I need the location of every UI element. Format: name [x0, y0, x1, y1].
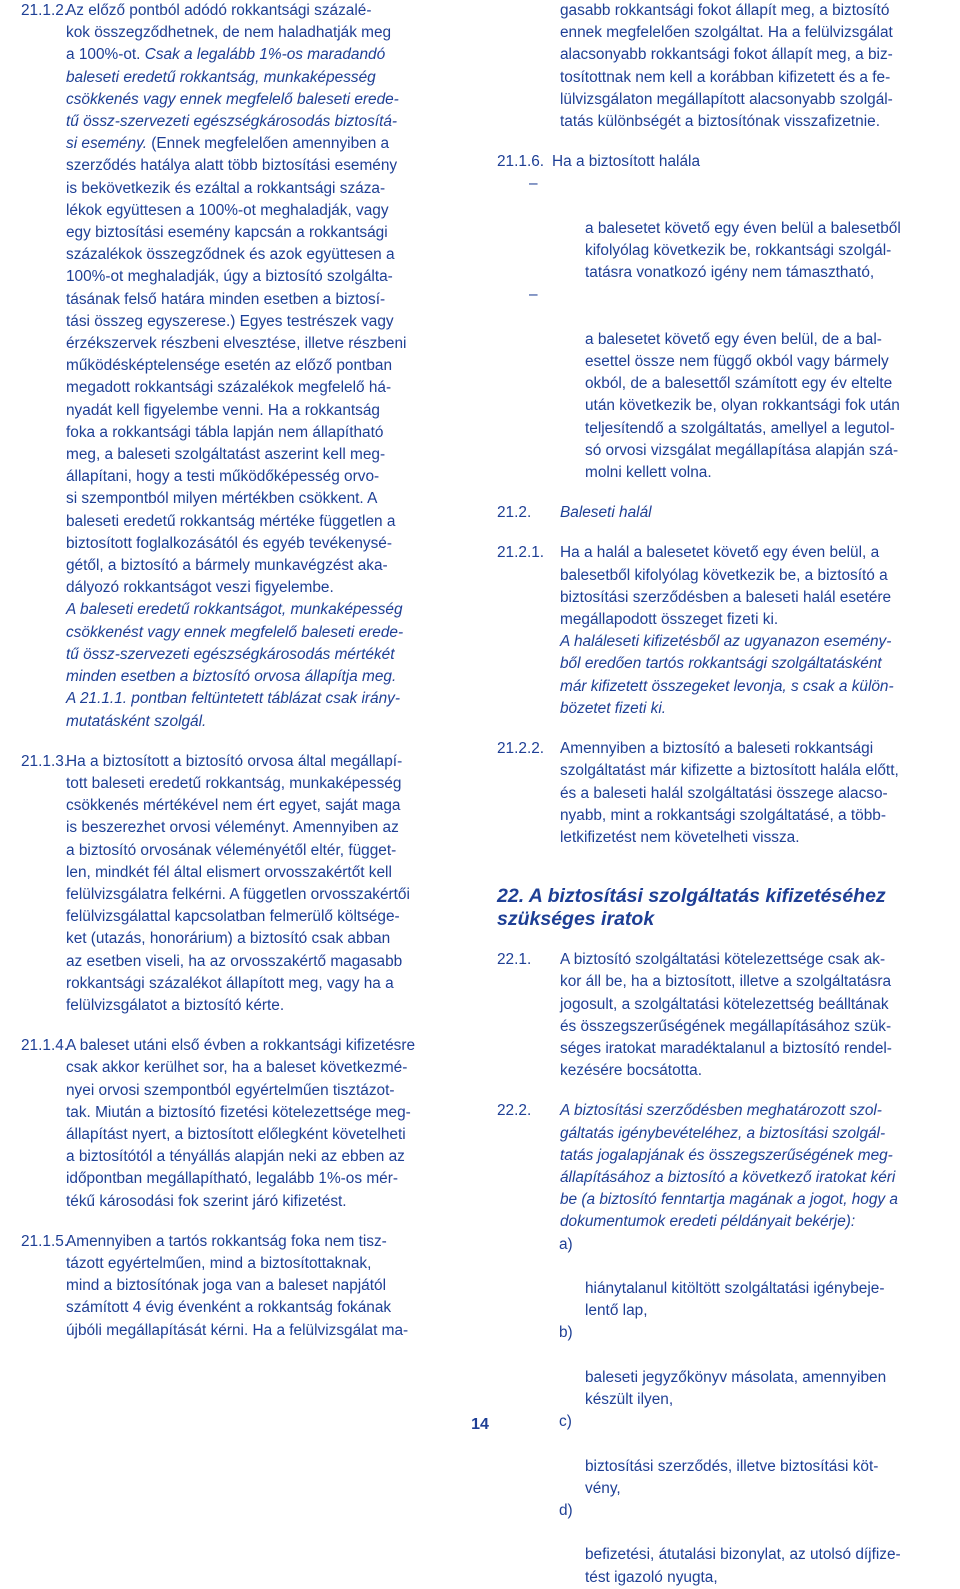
section-22-2	[497, 1100, 955, 1588]
page-number: 14	[471, 1416, 489, 1433]
paragraph-text: A baleset utáni első évben a rokkantsági kifizetésre csak akkor kerülhet sor, ha a baleset következmé- nyei orvosi szempontból egyértelműen tisztázot- tak. Miután a biztosító fizetési kötelezettsége meg- állapítást nyert, a biztosított előlegként követelheti a biztosítótól a tényállás alapján neki az ebben az időpontban megállapítható, legalább 1%-os mér- tékű károsodási fok szerint járó kifizetést.	[66, 1037, 416, 1210]
section-21-2-1	[497, 542, 955, 720]
section-number: 21.1.3.	[21, 752, 69, 770]
paragraph-text: A biztosító szolgáltatási kötelezettsége csak ak- kor áll be, ha a biztosított, illetve a szolgáltatásra jogosult, a szolgáltatási kötelezettség beálltának és összegszerűségének megállapításához szük- séges iratokat maradéktalanul a biztosító rendel- kezésére bocsátotta.	[560, 951, 892, 1080]
paragraph-text: Ha a biztosított a biztosító orvosa által megállapí- tott baleseti eredetű rokkantság, munkaképesség csökkenés mértékével nem ért egyet, saját maga is beszerezhet orvosi véleményt. Amennyiben az a biztosító orvosának véleményétől eltér, függet- len, mindkét fél által elismert orvosszakértőt kell felülvizsgálatra felkérni. A független orvosszakértői felülvizsgálattal kapcsolatban felmerülő költsége- ket (utazás, honorárium) a biztosító csak abban az esetben viseli, ha az orvosszakértő magasabb rokkantsági százalékot állapított meg, vagy ha a felülvizsgálatot a biztosító kérte.	[66, 752, 410, 1014]
list-item-text: baleseti jegyzőkönyv másolata, amennyiben készült ilyen,	[585, 1368, 887, 1408]
paragraph-text: Amennyiben a biztosító a baleseti rokkantsági szolgáltatást már kifizette a biztosított halála előtt, és a baleseti halál szolgáltatási összege alacso- nyabb, mint a rokkantsági szolgáltatásé, a több- letkifizetést nem követelheti vissza.	[560, 740, 899, 846]
text-run-italic: A baleseti eredetű rokkantságot, munkaképesség csökkenést vagy ennek megfelelő baleseti erede- tű össz-szervezeti egészségkárosodás mértékét minden esetben a biztosító orvosa állapítja meg. A 21.1.1. pontban feltüntetett táblázat csak irány- mutatásként szolgál.	[66, 601, 404, 730]
section-heading: 22. A biztosítási szolgáltatás kifizetéséhez szükséges iratok	[497, 885, 886, 931]
section-21-2-2	[497, 738, 955, 849]
list-item-text: hiánytalanul kitöltött szolgáltatási igénybeje- lentő lap,	[585, 1279, 885, 1320]
section-intro: Ha a biztosított halála	[552, 153, 701, 171]
paragraph-text: Ha a halál a balesetet követő egy éven belül, a balesetből kifolyólag következik be, a biztosító a biztosítási szerződésben a baleseti halál esetére megállapodott összeget fizeti ki.	[560, 544, 892, 629]
section-21-2	[497, 502, 955, 524]
text-run-italic: Csak a legalább 1%-os maradandó baleseti eredetű rokkantság, munkaképesség csökkenés vagy ennek megfelelő baleseti erede- tű össz-szervezeti egészségkárosodás biztosítá- si esemény.	[66, 46, 399, 153]
right-column	[497, 0, 955, 1589]
list-item	[497, 1500, 955, 1589]
list-item	[497, 284, 955, 484]
list-item	[497, 1322, 955, 1411]
list-label: b)	[559, 1324, 573, 1342]
paragraph-text-italic: A biztosítási szerződésben meghatározott szol- gáltatás igénybevételéhez, a biztosítási szolgál- tatás jogalapjának és összegszerűségének meg- állapításához a biztosító a következő iratokat kéri be (a biztosító fenntartja magának a jogot, hogy a dokumentumok eredeti példányait bekérje):	[560, 1102, 898, 1231]
left-column	[21, 0, 464, 1342]
section-22-heading	[497, 885, 955, 931]
list-label: a)	[559, 1235, 573, 1253]
section-number: 21.2.1.	[497, 544, 545, 562]
section-number: 21.1.4.	[21, 1037, 69, 1055]
section-number: 22.1.	[497, 951, 532, 969]
list-item-text: biztosítási szerződés, illetve biztosítási köt- vény,	[585, 1457, 879, 1497]
section-number: 22.2.	[497, 1102, 532, 1120]
paragraph-text	[66, 0, 464, 733]
section-number: 21.1.5.	[21, 1232, 69, 1250]
list-item	[497, 173, 955, 284]
list-item	[497, 1234, 955, 1323]
text-run: Az előző pontból adódó rokkantsági százalé- kok összegződhetnek, de nem haladhatják meg a 100%-ot.	[66, 2, 392, 64]
section-21-1-2	[21, 0, 464, 733]
section-21-1-6	[497, 151, 955, 484]
continued-paragraph	[497, 0, 955, 133]
paragraph-text: Amennyiben a tartós rokkantság foka nem tisz- tázott egyértelműen, mind a biztosítottaknak, mind a biztosítónak joga van a baleset napjától számított 4 évig évenként a rokkantság fokának újbóli megállapítását kérni. Ha a felülvizsgálat ma-	[66, 1232, 409, 1339]
section-number: 21.2.	[497, 504, 532, 522]
list-label: d)	[559, 1501, 573, 1519]
section-number: 21.1.6.	[497, 153, 545, 171]
section-title: Baleseti halál	[560, 504, 652, 522]
dash-bullet: –	[529, 286, 538, 304]
dash-bullet: –	[529, 175, 538, 193]
paragraph-text-italic: A haláleseti kifizetésből az ugyanazon esemény- ből eredően tartós rokkantsági szolgáltatásként már kifizetett összegeket levonja, s csak a külön- bözetet fizeti ki.	[560, 633, 894, 717]
list-label: c)	[559, 1413, 572, 1431]
list-item-text: befizetési, átutalási bizonylat, az utolsó díjfize- tést igazoló nyugta,	[585, 1546, 901, 1586]
section-21-1-4	[21, 1035, 464, 1213]
section-22-1	[497, 949, 955, 1082]
list-item-text: a balesetet követő egy éven belül a balesetből kifolyólag következik be, rokkantsági szolgál- tatásra vonatkozó igény nem támasztható,	[585, 219, 901, 282]
paragraph-text: gasabb rokkantsági fokot állapít meg, a biztosító ennek megfelelően szolgáltat. Ha a felülvizsgálat alacsonyabb rokkantsági fokot állapít meg, a biz- tosítottnak nem kell a korábban kifizetett és a fe- lülvizsgálaton megállapított alacsonyabb szolgál- tatás különbségét a biztosítónak visszafizetnie.	[560, 2, 893, 131]
section-21-1-5	[21, 1231, 464, 1342]
text-run: (Ennek megfelelően amennyiben a szerződés hatálya alatt több biztosítási esemény is bekövetkezik és ezáltal a rokkantsági száza- lékok együttesen a 100%-ot meghaladják, vagy egy biztosítási esemény kapcsán a rokkantsági százalékok összegződnek és azok együttesen a 100%-ot meghaladják, úgy a biztosító szolgálta- tásának felső határa minden esetben a biztosí- tási összeg egyszerese.) Egyes testrészek vagy érzékszervek részbeni elvesztése, illetve részbeni működésképtelensége esetén az előző pontban megadott rokkantsági százalékok megfelelő há- nyadát kell figyelembe venni. Ha a rokkantság foka a rokkantsági tábla lapján nem állapítható meg, a baleseti szolgáltatást aszerint kell meg- állapítani, hogy a testi működőképesség orvo- si szempontból milyen mértékben csökkent. A baleseti eredetű rokkantság mértéke független a biztosított foglalkozásától és egyéb tevékenysé- gétől, a biztosító a bármely munkavégzést aka- dályozó rokkantságot veszi figyelembe.	[66, 135, 407, 597]
section-number: 21.2.2.	[497, 740, 545, 758]
section-21-1-3	[21, 751, 464, 1017]
list-item-text: a balesetet követő egy éven belül, de a bal- esettel össze nem függő okból vagy bármely okból, de a balesettől számított egy év eltelte után következik be, olyan rokkantsági fok után teljesítendő a szolgáltatás, amellyel a legutol- só orvosi vizsgálat megállapítása alapján szá- molni kellett volna.	[585, 330, 900, 482]
section-number: 21.1.2.	[21, 2, 69, 19]
